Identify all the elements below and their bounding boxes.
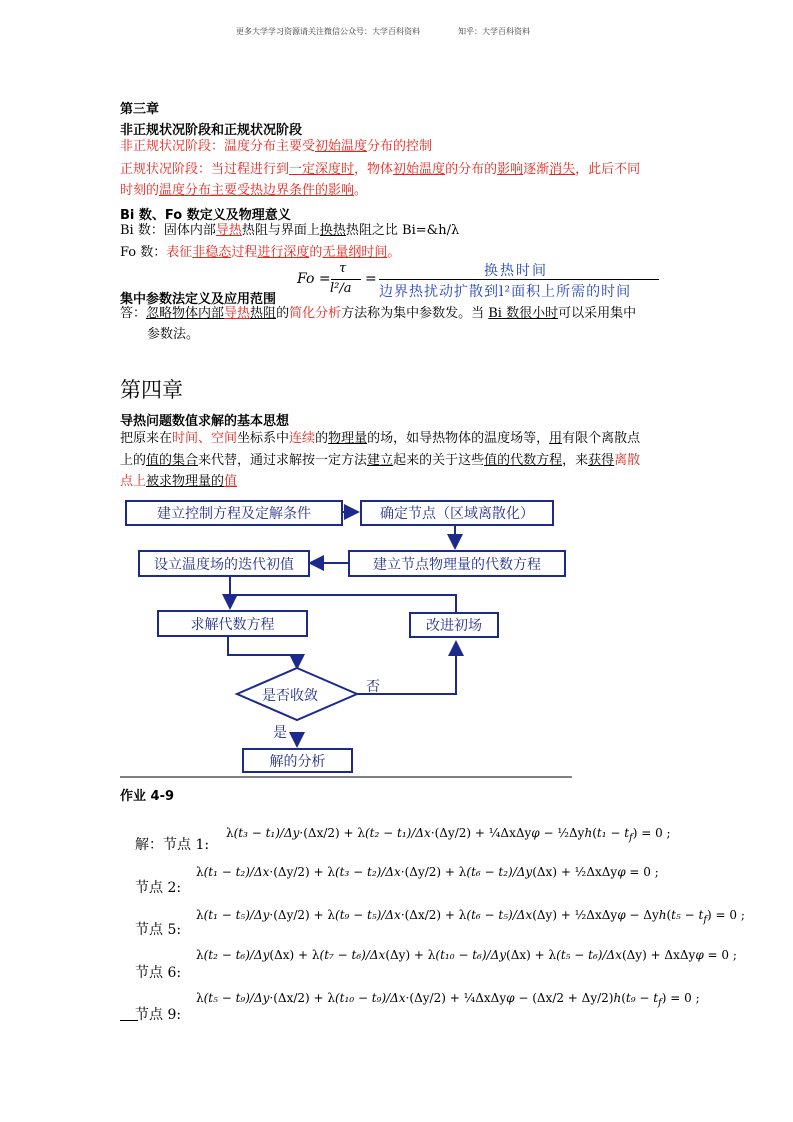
header-right: 知乎：大学百科资料: [458, 27, 530, 36]
regular-stage-line-2: 时刻的温度分布主要受热边界条件的影响。: [120, 183, 368, 198]
fo-rhs-num: 换热时间: [484, 263, 548, 279]
fo-lhs: Fo =: [297, 271, 331, 287]
lumped-title: 集中参数法定义及应用范围: [120, 292, 277, 307]
flow-box-initial-field: 设立温度场的迭代初值: [138, 550, 310, 577]
chapter4-para-2: 上的值的集合来代替，通过求解按一定方法建立起来的关于这些值的代数方程，来获得离散: [120, 453, 641, 468]
chapter3-subtitle: 非正规状况阶段和正规状况阶段: [120, 123, 303, 138]
flow-yes-label: 是: [273, 725, 287, 741]
flow-decision-label: 是否收敛: [262, 688, 318, 704]
flow-box-solve: 求解代数方程: [157, 610, 308, 637]
lumped-answer-2: 参数法。: [147, 327, 200, 342]
node1-label: 解：节点 1:: [135, 837, 210, 853]
chapter4-title: 第四章: [120, 378, 183, 402]
node2-equation: λ(t₁ − t₂)/Δx·(Δy/2) + λ(t₃ − t₂)/Δx·(Δy/2) + λ(t₆ − t₂)/Δy(Δx) + ½ΔxΔyφ = 0 ;: [196, 865, 659, 879]
node5-equation: λ(t₁ − t₅)/Δy·(Δy/2) + λ(t₉ − t₅)/Δx·(Δx/2) + λ(t₆ − t₅)/Δx(Δy) + ½ΔxΔyφ − $\Delta yh(t_5 - t_f) = 0$ ;: [196, 908, 745, 926]
homework-title: 作业 4-9: [120, 789, 175, 804]
footnote-rule: [120, 1020, 138, 1021]
regular-stage-line: 正规状况阶段：当过程进行到一定深度时，物体初始温度的分布的影响逐渐消失，此后不同: [120, 162, 641, 177]
fo-definition: Fo 数：表征非稳态过程进行深度的无量纲时间。: [120, 245, 401, 260]
node9-equation: λ(t₅ − t₉)/Δy·(Δx/2) + λ(t₁₀ − t₉)/Δx·(Δy/2) + ¼ΔxΔyφ − $(\Delta x/2 + \Delta y/2)h(t_9 - t_f) = 0$ ;: [196, 991, 700, 1009]
fo-den: l²/a: [330, 281, 352, 296]
chapter3-title: 第三章: [120, 102, 160, 117]
chapter4-para-1: 把原来在时间、空间坐标系中连续的物理量的场，如导热物体的温度场等，用有限个离散点: [120, 431, 641, 446]
flow-box-analysis: 解的分析: [242, 748, 353, 773]
nonregular-stage-line: 非正规状况阶段：温度分布主要受初始温度分布的控制: [120, 139, 433, 154]
flow-no-label: 否: [366, 679, 380, 695]
flow-box-algebraic-equations: 建立节点物理量的代数方程: [348, 550, 566, 577]
node9-label: 节点 9:: [135, 1007, 182, 1023]
node6-label: 节点 6:: [135, 965, 182, 981]
fo-eq: =: [365, 271, 377, 287]
flow-box-control-equation: 建立控制方程及定解条件: [125, 500, 343, 526]
chapter4-para-3: 点上被求物理量的值: [120, 474, 238, 489]
bi-fo-title: Bi 数、Fo 数定义及物理意义: [120, 208, 291, 223]
node1-equation: λ(t₃ − t₁)/Δy·(Δx/2) + λ(t₂ − t₁)/Δx·(Δy/2) + ¼ΔxΔyφ − ½Δyh(t₁ − $t_f) = 0$ ;: [226, 826, 671, 844]
node2-label: 节点 2:: [135, 880, 182, 896]
fo-num: τ: [339, 261, 347, 276]
flow-box-nodes: 确定节点（区域离散化）: [360, 500, 554, 526]
node5-label: 节点 5:: [135, 922, 182, 938]
bi-definition: Bi 数：固体内部导热热阻与界面上换热热阻之比 Bi=&h/λ: [120, 223, 460, 238]
lumped-answer: 答：忽略物体内部导热热阻的简化分析方法称为集中参数发。当 Bi 数很小时可以采用集中: [120, 306, 637, 321]
node6-equation: λ(t₂ − t₆)/Δy(Δx) + λ(t₇ − t₆)/Δx(Δy) + λ(t₁₀ − t₆)/Δy(Δx) + λ(t₅ − t₆)/Δx(Δy) + ΔxΔyφ = 0 ;: [196, 948, 737, 962]
fo-rhs-den: 边界热扰动扩散到l²面积上所需的时间: [379, 284, 632, 300]
header-left: 更多大学学习资源请关注微信公众号：大学百科资料: [236, 27, 420, 36]
chapter4-subtitle: 导热问题数值求解的基本思想: [120, 414, 290, 429]
flow-box-improve: 改进初场: [409, 612, 499, 638]
